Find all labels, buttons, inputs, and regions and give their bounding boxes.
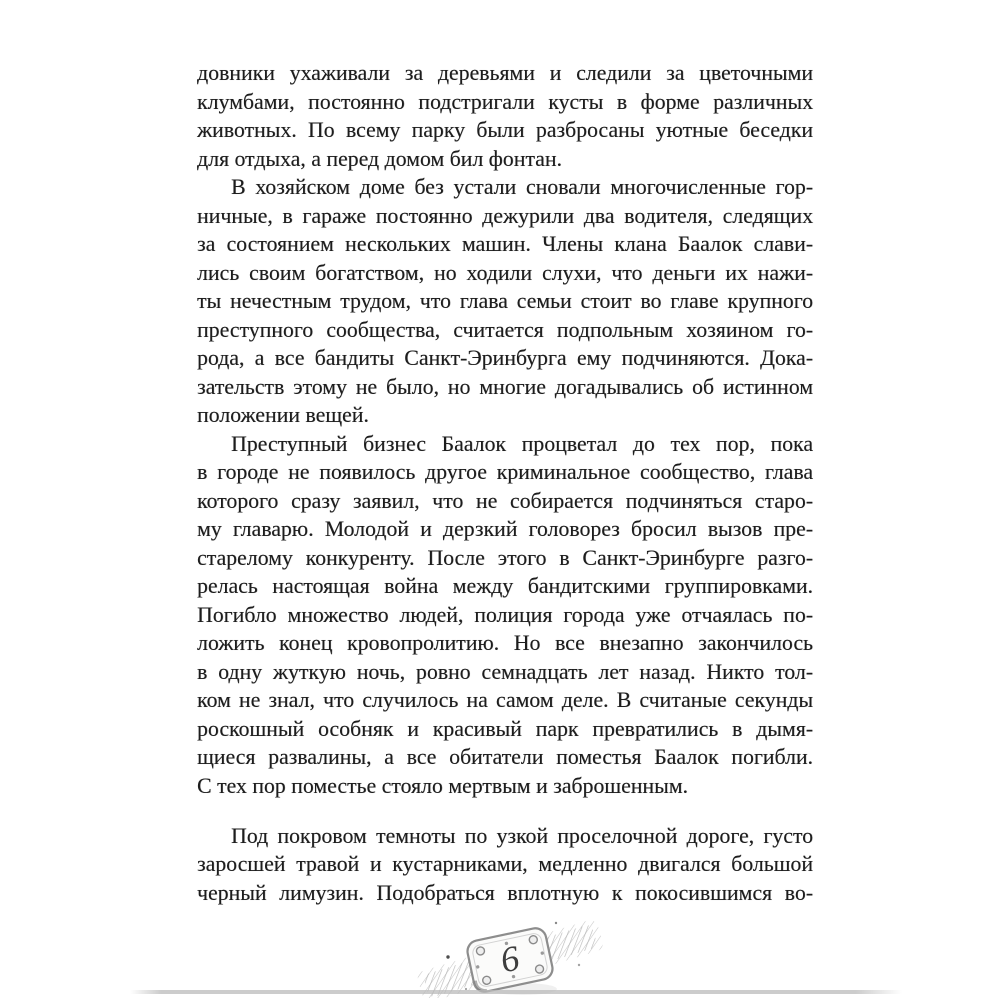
text-line: С тех пор поместье стояло мертвым и заброшенным.: [197, 773, 688, 798]
text-line: положении вещей.: [197, 403, 369, 427]
text-line: старелому конкуренту. После этого в Санкт-Эринбурге разго-: [197, 545, 813, 570]
page-number-plate: [465, 926, 554, 993]
text-line: в одну жуткую ночь, ровно семнадцать лет назад. Никто тол-: [197, 659, 813, 684]
text-line: му главарю. Молодой и дерзкий головорез бросил вызов пре-: [197, 517, 813, 541]
text-line: преступного сообщества, считается подпольным хозяином го-: [197, 317, 813, 342]
text-line: Под покровом темноты по узкой проселочной дороге, густо: [231, 823, 813, 848]
text-line: щиеся развалины, а все обитатели поместья Баалок погибли.: [197, 745, 813, 769]
text-line: Погибло множество людей, полиция города уже отчаялась по-: [197, 602, 813, 627]
ink-speck: [446, 955, 449, 958]
text-line: в городе не появилось другое криминальное сообщество, глава: [197, 460, 813, 484]
rivet-icon: [482, 976, 491, 985]
paragraph: [197, 430, 813, 801]
rivet-icon: [529, 935, 538, 944]
text-line: Преступный бизнес Баалок процветал до тех пор, пока: [231, 431, 813, 456]
text-line: лись своим богатством, но ходили слухи, что деньги их нажи-: [197, 260, 813, 285]
paragraph: [197, 822, 813, 908]
paragraph: [197, 59, 813, 173]
ink-speck: [555, 922, 557, 924]
text-line: роскошный особняк и красивый парк превратились в дымя-: [197, 716, 813, 741]
text-line: довники ухаживали за деревьями и следили за цветочными: [197, 61, 813, 85]
page-number: 6: [496, 937, 523, 981]
text-line: черный лимузин. Подобраться вплотную к покосившимся во-: [197, 880, 813, 905]
text-line: заросшей травой и кустарниками, медленно двигался большой: [197, 852, 813, 876]
text-block: [197, 59, 813, 907]
text-line: ничные, в гараже постоянно дежурили два водителя, следящих: [197, 203, 813, 228]
ink-speck: [578, 964, 580, 966]
rivet-icon: [535, 964, 544, 973]
text-line: которого сразу заявил, что не собирается подчиняться старо-: [197, 488, 813, 513]
text-line: рода, а все бандиты Санкт-Эринбурга ему подчиняются. Дока-: [197, 346, 813, 370]
page-number-plate-illustration: [408, 903, 618, 998]
text-line: ты нечестным трудом, что глава семьи стоит во главе крупного: [197, 289, 813, 313]
scan-edge-line: [130, 990, 902, 994]
text-line: ложить конец кровопролитию. Но все внезапно закончилось: [197, 631, 813, 655]
text-line: животных. По всему парку были разбросаны уютные беседки: [197, 118, 813, 142]
text-line: клумбами, постоянно подстригали кусты в форме различных: [197, 89, 813, 114]
text-line: зательств этому не было, но многие догадывались об истинном: [197, 374, 813, 399]
rivet-icon: [476, 946, 485, 955]
text-line: за состоянием нескольких машин. Члены клана Баалок слави-: [197, 232, 813, 256]
text-line: релась настоящая война между бандитскими группировками.: [197, 574, 813, 598]
text-line: для отдыха, а перед домом бил фонтан.: [197, 146, 562, 171]
text-line: В хозяйском доме без устали сновали многочисленные гор-: [231, 175, 813, 199]
text-line: ком не знал, что случилось на самом деле. В считаные секунды: [197, 688, 813, 712]
paragraph: [197, 173, 813, 430]
